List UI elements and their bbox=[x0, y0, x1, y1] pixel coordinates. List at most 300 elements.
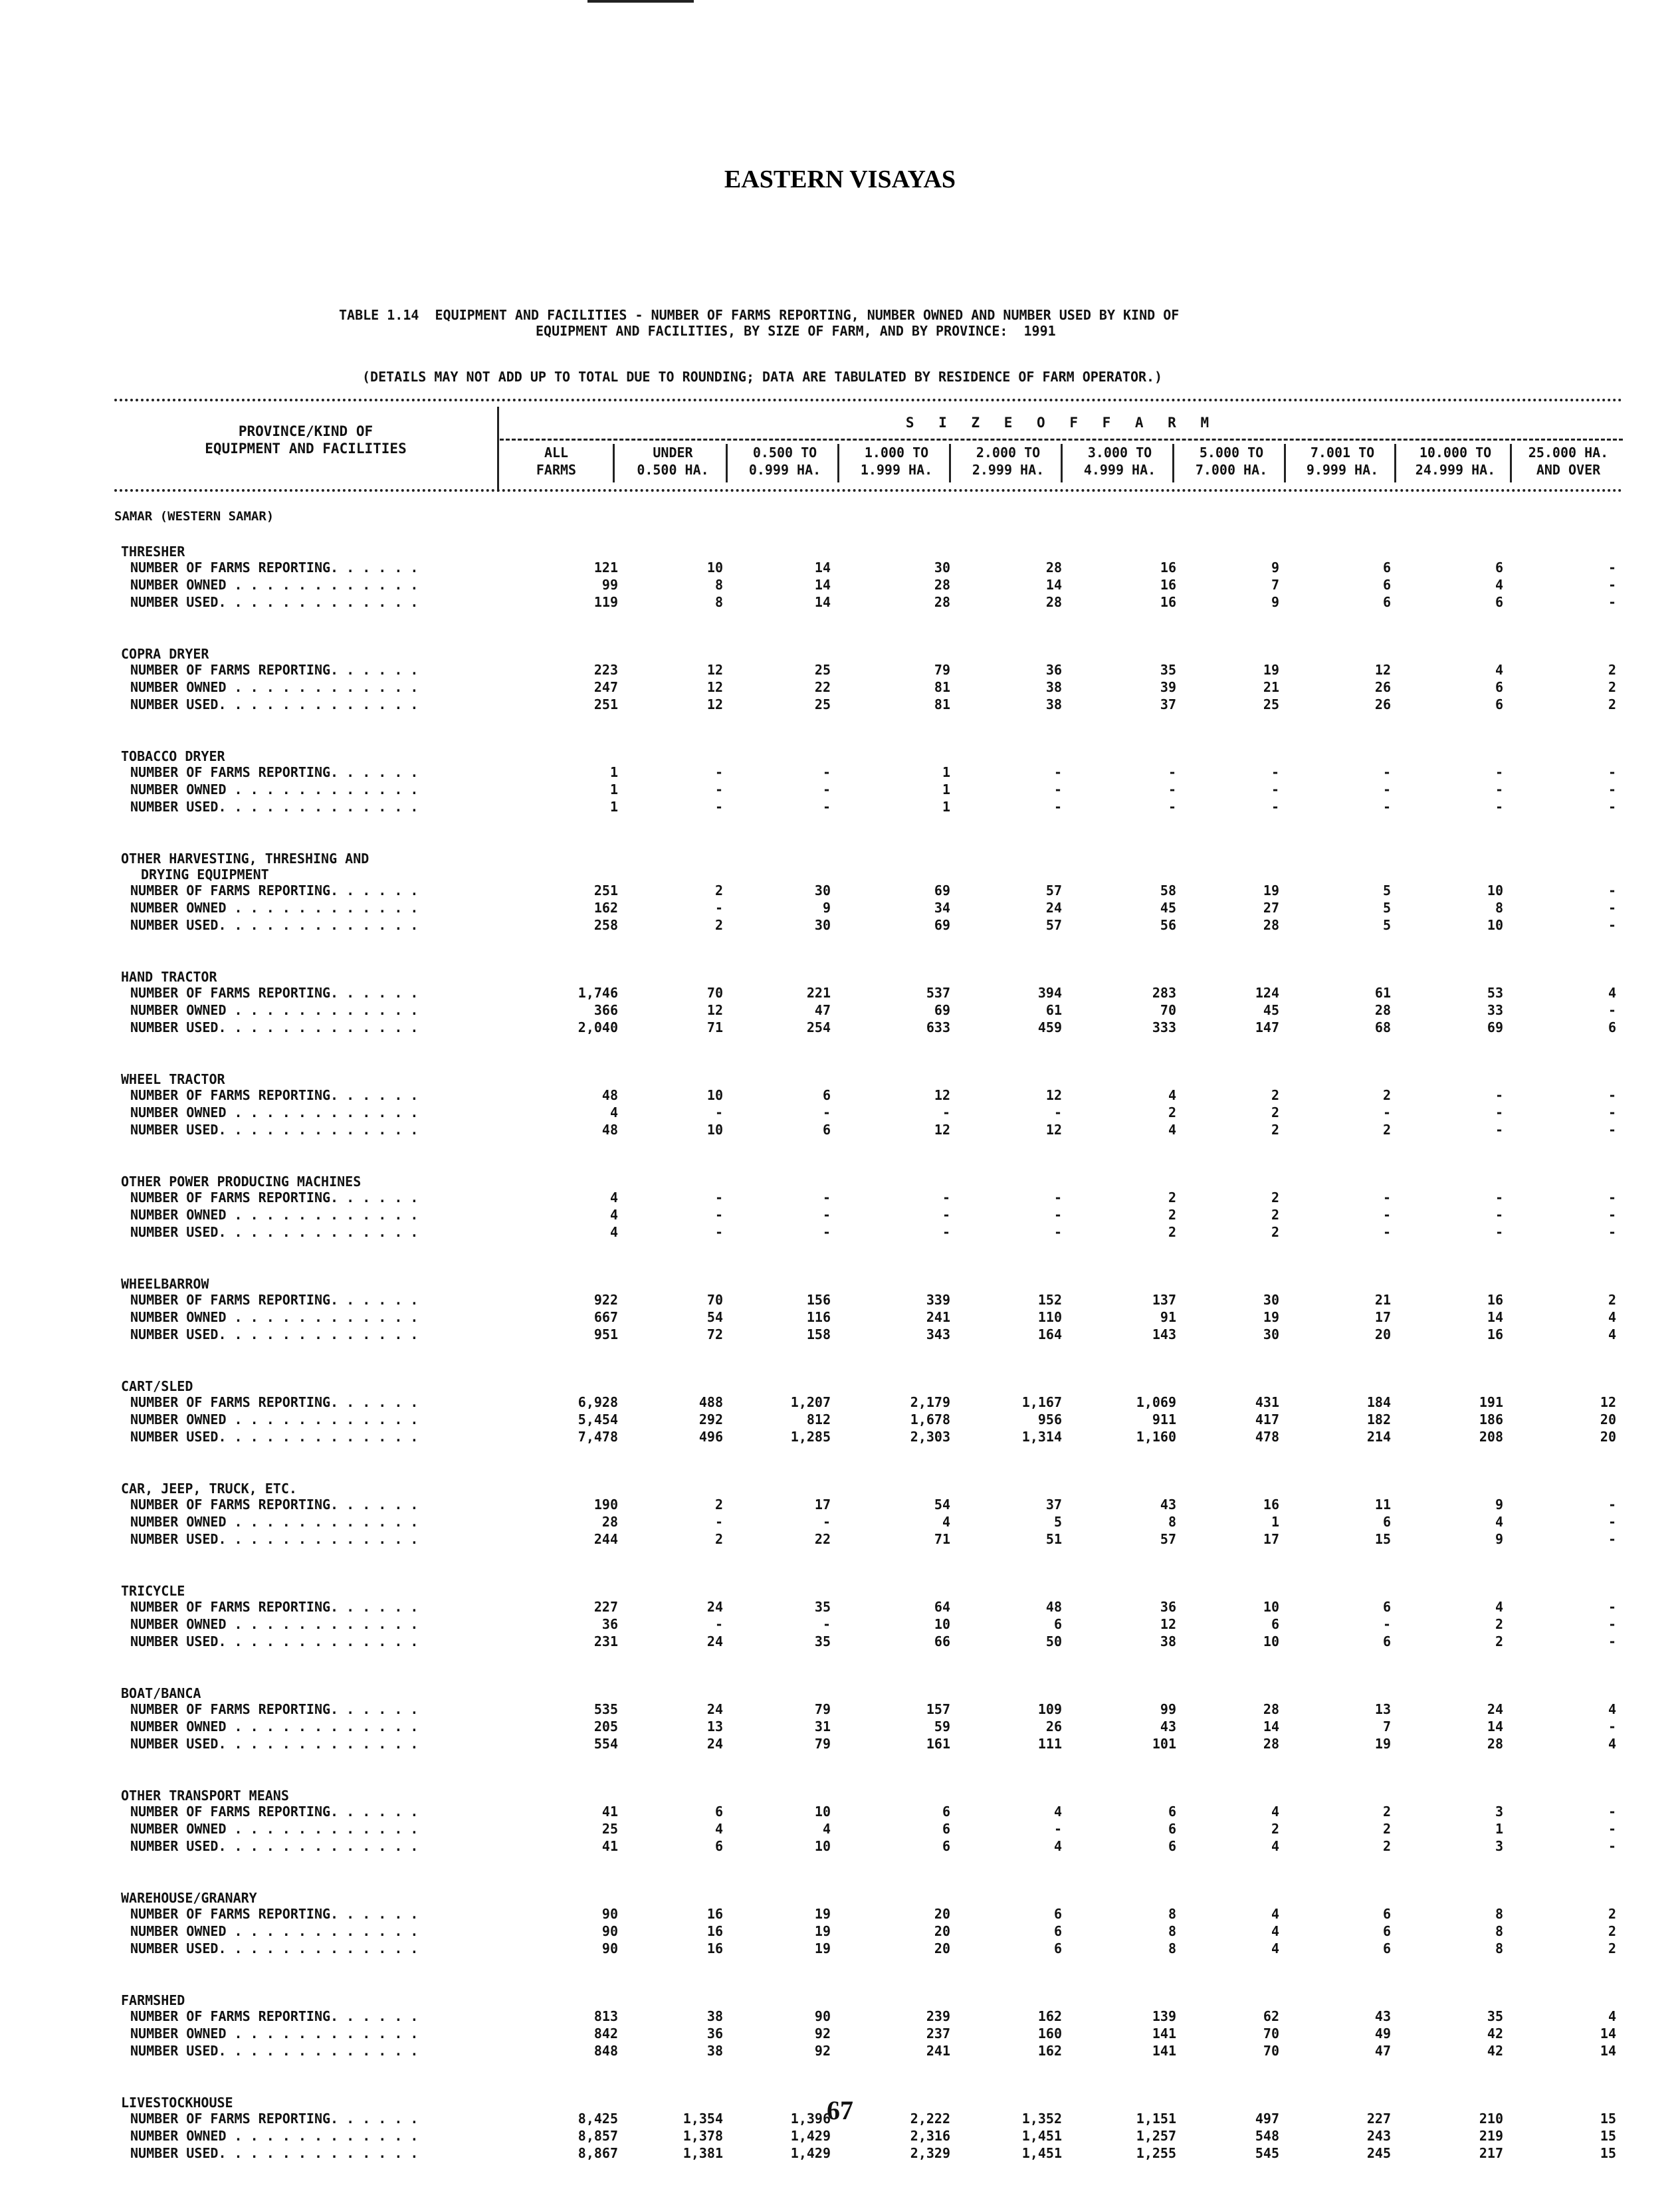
table-row bbox=[0, 1821, 1680, 1838]
table-row bbox=[0, 679, 1680, 696]
table-cell: 6 bbox=[1168, 1804, 1176, 1820]
header-bottom-rule bbox=[114, 489, 1623, 492]
table-cell: 8 bbox=[1495, 1906, 1503, 1922]
table-cell: 10 bbox=[934, 1616, 950, 1632]
table-cell: 339 bbox=[926, 1292, 950, 1308]
table-cell: 217 bbox=[1479, 2145, 1503, 2161]
table-row bbox=[0, 799, 1680, 816]
table-row bbox=[0, 2026, 1680, 2043]
row-label: NUMBER USED. . . . . . . . . . . . . bbox=[130, 594, 419, 610]
table-cell: - bbox=[1495, 799, 1503, 815]
table-cell: 9 bbox=[1271, 594, 1279, 610]
table-row bbox=[0, 1599, 1680, 1616]
table-cell: 4 bbox=[1608, 2008, 1616, 2024]
table-cell: - bbox=[1053, 1207, 1062, 1223]
table-cell: 101 bbox=[1152, 1736, 1176, 1752]
table-cell: 4 bbox=[1168, 1087, 1176, 1103]
table-cell: 92 bbox=[814, 2026, 831, 2041]
table-cell: 254 bbox=[806, 1019, 831, 1035]
table-cell: 1 bbox=[942, 782, 950, 797]
table-cell: 241 bbox=[926, 2043, 950, 2059]
table-cell: - bbox=[714, 782, 723, 797]
table-cell: 61 bbox=[1045, 1002, 1062, 1018]
table-cell: 10 bbox=[814, 1804, 831, 1820]
table-cell: 6 bbox=[1495, 679, 1503, 695]
table-cell: 91 bbox=[1160, 1309, 1176, 1325]
table-cell: 496 bbox=[698, 1429, 723, 1445]
table-cell: 2 bbox=[1608, 1923, 1616, 1939]
equipment-kind bbox=[0, 1685, 1680, 1703]
equipment-kind bbox=[0, 544, 1680, 561]
row-label: NUMBER OWNED . . . . . . . . . . . . bbox=[130, 577, 419, 593]
table-cell: 548 bbox=[1255, 2128, 1279, 2144]
table-cell: - bbox=[1608, 1599, 1616, 1615]
table-cell: 1,167 bbox=[1021, 1394, 1062, 1410]
table-cell: 90 bbox=[601, 1923, 618, 1939]
table-cell: 4 bbox=[609, 1207, 618, 1223]
table-cell: - bbox=[1382, 1616, 1391, 1632]
table-cell: 124 bbox=[1255, 985, 1279, 1001]
table-cell: 30 bbox=[1263, 1292, 1279, 1308]
table-cell: 45 bbox=[1263, 1002, 1279, 1018]
table-cell: 19 bbox=[1263, 662, 1279, 678]
column-separator bbox=[1394, 444, 1396, 482]
table-cell: 12 bbox=[706, 662, 723, 678]
table-cell: 1,285 bbox=[790, 1429, 831, 1445]
row-header bbox=[120, 423, 492, 457]
table-cell: 53 bbox=[1487, 985, 1503, 1001]
table-cell: - bbox=[1608, 1633, 1616, 1649]
table-cell: - bbox=[1053, 1104, 1062, 1120]
column-header bbox=[1066, 444, 1174, 484]
table-cell: 488 bbox=[698, 1394, 723, 1410]
table-cell: 633 bbox=[926, 1019, 950, 1035]
table-cell: 6 bbox=[1382, 1514, 1391, 1530]
table-cell: 1,314 bbox=[1021, 1429, 1062, 1445]
table-row bbox=[0, 1122, 1680, 1139]
row-label: NUMBER OWNED . . . . . . . . . . . . bbox=[130, 1821, 419, 1837]
row-label: NUMBER OWNED . . . . . . . . . . . . bbox=[130, 1104, 419, 1120]
table-cell: 1,255 bbox=[1136, 2145, 1176, 2161]
table-cell: 6 bbox=[942, 1804, 950, 1820]
table-cell: - bbox=[1271, 799, 1279, 815]
table-cell: 366 bbox=[593, 1002, 618, 1018]
table-cell: 497 bbox=[1255, 2111, 1279, 2127]
table-cell: 25 bbox=[601, 1821, 618, 1837]
row-label: NUMBER OWNED . . . . . . . . . . . . bbox=[130, 1207, 419, 1223]
column-separator bbox=[726, 444, 728, 482]
table-cell: 34 bbox=[934, 900, 950, 916]
table-cell: 92 bbox=[814, 2043, 831, 2059]
row-label: NUMBER OF FARMS REPORTING. . . . . . bbox=[130, 985, 419, 1001]
table-cell: 2 bbox=[1608, 1940, 1616, 1956]
table-cell: - bbox=[1053, 1190, 1062, 1205]
table-cell: 8,857 bbox=[578, 2128, 618, 2144]
table-cell: 81 bbox=[934, 679, 950, 695]
table-cell: 6 bbox=[1382, 560, 1391, 575]
table-cell: 35 bbox=[814, 1633, 831, 1649]
table-cell: 54 bbox=[706, 1309, 723, 1325]
table-cell: 39 bbox=[1160, 679, 1176, 695]
column-header-line-2: 9.999 HA. bbox=[1306, 462, 1379, 478]
table-row bbox=[0, 1224, 1680, 1241]
table-cell: 2 bbox=[1608, 1292, 1616, 1308]
table-cell: 16 bbox=[706, 1923, 723, 1939]
table-cell: 8 bbox=[714, 577, 723, 593]
caption-line-2: EQUIPMENT AND FACILITIES, BY SIZE OF FARM, AND BY PROVINCE: 1991 bbox=[536, 323, 1056, 339]
table-cell: 38 bbox=[706, 2043, 723, 2059]
equipment-kind bbox=[0, 1071, 1680, 1089]
table-cell: 8 bbox=[714, 594, 723, 610]
table-cell: 6 bbox=[1382, 1940, 1391, 1956]
table-row bbox=[0, 2008, 1680, 2026]
table-cell: 10 bbox=[706, 560, 723, 575]
column-separator bbox=[949, 444, 951, 482]
row-label: NUMBER USED. . . . . . . . . . . . . bbox=[130, 1633, 419, 1649]
table-cell: 2 bbox=[714, 1531, 723, 1547]
row-label: NUMBER USED. . . . . . . . . . . . . bbox=[130, 1019, 419, 1035]
table-cell: 9 bbox=[1495, 1497, 1503, 1513]
table-cell: 6 bbox=[1053, 1906, 1062, 1922]
table-cell: 2,316 bbox=[910, 2128, 950, 2144]
table-cell: 1 bbox=[942, 764, 950, 780]
table-cell: 25 bbox=[814, 696, 831, 712]
table-cell: - bbox=[942, 1104, 950, 1120]
table-cell: 28 bbox=[1263, 917, 1279, 933]
table-cell: 2 bbox=[1495, 1616, 1503, 1632]
table-cell: 16 bbox=[1487, 1292, 1503, 1308]
table-cell: 5 bbox=[1382, 900, 1391, 916]
row-label: NUMBER OWNED . . . . . . . . . . . . bbox=[130, 2128, 419, 2144]
table-cell: 12 bbox=[1045, 1087, 1062, 1103]
table-cell: 48 bbox=[601, 1122, 618, 1138]
table-cell: 71 bbox=[706, 1019, 723, 1035]
table-row bbox=[0, 696, 1680, 714]
row-label: NUMBER OF FARMS REPORTING. . . . . . bbox=[130, 1394, 419, 1410]
column-header-line-1: 7.001 TO bbox=[1310, 445, 1375, 461]
column-separator bbox=[613, 444, 615, 482]
table-cell: 2 bbox=[1495, 1633, 1503, 1649]
equipment-kind bbox=[0, 1788, 1680, 1805]
table-cell: 4 bbox=[1495, 1514, 1503, 1530]
table-cell: 813 bbox=[593, 2008, 618, 2024]
table-cell: - bbox=[1495, 764, 1503, 780]
table-cell: 109 bbox=[1037, 1701, 1062, 1717]
table-cell: 2 bbox=[1382, 1838, 1391, 1854]
table-row bbox=[0, 1701, 1680, 1719]
table-cell: 13 bbox=[1374, 1701, 1391, 1717]
equipment-kind-label: TRICYCLE bbox=[121, 1583, 185, 1599]
table-cell: 2 bbox=[1271, 1122, 1279, 1138]
table-cell: - bbox=[1495, 782, 1503, 797]
table-cell: - bbox=[1608, 1531, 1616, 1547]
table-cell: 812 bbox=[806, 1411, 831, 1427]
table-row bbox=[0, 1411, 1680, 1429]
table-cell: 9 bbox=[1495, 1531, 1503, 1547]
table-cell: 6 bbox=[714, 1804, 723, 1820]
table-cell: 4 bbox=[609, 1190, 618, 1205]
size-of-farm-header: S I Z E O F F A R M bbox=[905, 415, 1217, 431]
table-cell: - bbox=[1608, 917, 1616, 933]
row-label: NUMBER OWNED . . . . . . . . . . . . bbox=[130, 900, 419, 916]
table-row bbox=[0, 1719, 1680, 1736]
table-cell: 8 bbox=[1495, 900, 1503, 916]
table-cell: 57 bbox=[1045, 883, 1062, 898]
row-header-line-1: PROVINCE/KIND OF bbox=[238, 423, 373, 439]
table-cell: 7,478 bbox=[578, 1429, 618, 1445]
table-cell: 99 bbox=[601, 577, 618, 593]
equipment-kind-label: WHEEL TRACTOR bbox=[121, 1071, 225, 1087]
table-cell: 41 bbox=[601, 1838, 618, 1854]
table-cell: 4 bbox=[1608, 985, 1616, 1001]
table-cell: 4 bbox=[1271, 1838, 1279, 1854]
table-cell: 4 bbox=[1271, 1804, 1279, 1820]
column-header-line-2: FARMS bbox=[536, 462, 577, 478]
table-cell: 4 bbox=[1608, 1309, 1616, 1325]
table-cell: 4 bbox=[822, 1821, 831, 1837]
column-header bbox=[1400, 444, 1511, 484]
equipment-kind bbox=[0, 1378, 1680, 1396]
table-cell: - bbox=[822, 782, 831, 797]
table-cell: 24 bbox=[706, 1633, 723, 1649]
table-cell: - bbox=[1608, 782, 1616, 797]
table-cell: - bbox=[714, 1104, 723, 1120]
table-cell: 21 bbox=[1374, 1292, 1391, 1308]
row-label: NUMBER USED. . . . . . . . . . . . . bbox=[130, 917, 419, 933]
table-cell: - bbox=[1053, 782, 1062, 797]
table-cell: 42 bbox=[1487, 2026, 1503, 2041]
table-cell: 68 bbox=[1374, 1019, 1391, 1035]
table-cell: 10 bbox=[1263, 1633, 1279, 1649]
table-cell: - bbox=[822, 799, 831, 815]
table-cell: 2 bbox=[1271, 1207, 1279, 1223]
row-label: NUMBER USED. . . . . . . . . . . . . bbox=[130, 1736, 419, 1752]
table-cell: 90 bbox=[601, 1906, 618, 1922]
table-cell: 9 bbox=[822, 900, 831, 916]
table-cell: 4 bbox=[1495, 1599, 1503, 1615]
table-cell: - bbox=[714, 1224, 723, 1240]
table-row bbox=[0, 1309, 1680, 1326]
table-cell: 239 bbox=[926, 2008, 950, 2024]
table-cell: 14 bbox=[1600, 2026, 1616, 2041]
table-cell: 5,454 bbox=[578, 1411, 618, 1427]
table-cell: 12 bbox=[1374, 662, 1391, 678]
table-cell: 14 bbox=[814, 560, 831, 575]
column-header-line-1: UNDER bbox=[653, 445, 693, 461]
table-cell: 14 bbox=[1045, 577, 1062, 593]
table-cell: 17 bbox=[1374, 1309, 1391, 1325]
column-header-line-1: 25.000 HA. bbox=[1528, 445, 1609, 461]
table-cell: 56 bbox=[1160, 917, 1176, 933]
table-cell: 119 bbox=[593, 594, 618, 610]
table-row bbox=[0, 1190, 1680, 1207]
column-separator bbox=[1172, 444, 1174, 482]
table-cell: - bbox=[714, 1616, 723, 1632]
column-header-line-2: 7.000 HA. bbox=[1195, 462, 1268, 478]
table-cell: - bbox=[1608, 1087, 1616, 1103]
table-cell: 16 bbox=[1263, 1497, 1279, 1513]
table-cell: 19 bbox=[1263, 1309, 1279, 1325]
table-cell: 141 bbox=[1152, 2043, 1176, 2059]
table-cell: - bbox=[822, 1224, 831, 1240]
table-row bbox=[0, 577, 1680, 594]
table-cell: 1 bbox=[609, 799, 618, 815]
table-cell: 8 bbox=[1168, 1514, 1176, 1530]
table-cell: - bbox=[714, 764, 723, 780]
table-cell: 11 bbox=[1374, 1497, 1391, 1513]
table-cell: 2 bbox=[1382, 1804, 1391, 1820]
table-cell: - bbox=[822, 1207, 831, 1223]
table-cell: 17 bbox=[814, 1497, 831, 1513]
table-cell: 1,451 bbox=[1021, 2145, 1062, 2161]
table-cell: - bbox=[1608, 1719, 1616, 1734]
table-cell: 6 bbox=[1053, 1616, 1062, 1632]
table-cell: - bbox=[1608, 900, 1616, 916]
table-cell: 50 bbox=[1045, 1633, 1062, 1649]
table-row bbox=[0, 1633, 1680, 1651]
row-label: NUMBER OF FARMS REPORTING. . . . . . bbox=[130, 1292, 419, 1308]
table-cell: - bbox=[1495, 1104, 1503, 1120]
table-cell: - bbox=[942, 1190, 950, 1205]
row-label: NUMBER OWNED . . . . . . . . . . . . bbox=[130, 1923, 419, 1939]
table-cell: 28 bbox=[1374, 1002, 1391, 1018]
table-cell: 15 bbox=[1600, 2145, 1616, 2161]
table-cell: 156 bbox=[806, 1292, 831, 1308]
row-label: NUMBER OF FARMS REPORTING. . . . . . bbox=[130, 662, 419, 678]
equipment-kind bbox=[0, 748, 1680, 766]
table-cell: 162 bbox=[593, 900, 618, 916]
table-cell: 6 bbox=[1495, 560, 1503, 575]
equipment-kind-label: TOBACCO DRYER bbox=[121, 748, 225, 764]
table-cell: 21 bbox=[1263, 679, 1279, 695]
table-cell: 14 bbox=[814, 577, 831, 593]
table-cell: 237 bbox=[926, 2026, 950, 2041]
equipment-kind-label: CAR, JEEP, TRUCK, ETC. bbox=[121, 1481, 297, 1497]
table-cell: 1,352 bbox=[1021, 2111, 1062, 2127]
table-cell: - bbox=[1382, 782, 1391, 797]
table-cell: 5 bbox=[1382, 917, 1391, 933]
table-cell: 111 bbox=[1037, 1736, 1062, 1752]
table-row bbox=[0, 782, 1680, 799]
table-cell: 1,429 bbox=[790, 2128, 831, 2144]
table-cell: 20 bbox=[1600, 1429, 1616, 1445]
equipment-kind-label: WHEELBARROW bbox=[121, 1276, 209, 1292]
table-cell: - bbox=[1168, 799, 1176, 815]
table-cell: - bbox=[714, 799, 723, 815]
table-cell: 251 bbox=[593, 883, 618, 898]
table-cell: 258 bbox=[593, 917, 618, 933]
equipment-kind bbox=[0, 1890, 1680, 1907]
table-cell: 79 bbox=[814, 1736, 831, 1752]
table-cell: 28 bbox=[934, 577, 950, 593]
row-label: NUMBER USED. . . . . . . . . . . . . bbox=[130, 1326, 419, 1342]
equipment-kind bbox=[0, 646, 1680, 663]
table-row bbox=[0, 1497, 1680, 1514]
table-cell: - bbox=[1608, 1497, 1616, 1513]
table-cell: 245 bbox=[1366, 2145, 1391, 2161]
table-cell: 17 bbox=[1263, 1531, 1279, 1547]
column-header bbox=[731, 444, 839, 484]
row-label: NUMBER OF FARMS REPORTING. . . . . . bbox=[130, 1906, 419, 1922]
table-cell: - bbox=[1608, 1804, 1616, 1820]
table-cell: 137 bbox=[1152, 1292, 1176, 1308]
table-row bbox=[0, 985, 1680, 1002]
table-cell: 2 bbox=[1608, 679, 1616, 695]
table-cell: 99 bbox=[1160, 1701, 1176, 1717]
province-name: SAMAR (WESTERN SAMAR) bbox=[114, 509, 274, 524]
column-header bbox=[1289, 444, 1396, 484]
table-cell: 1,257 bbox=[1136, 2128, 1176, 2144]
table-cell: 7 bbox=[1382, 1719, 1391, 1734]
table-cell: 61 bbox=[1374, 985, 1391, 1001]
table-cell: 4 bbox=[1608, 1326, 1616, 1342]
table-cell: 537 bbox=[926, 985, 950, 1001]
table-cell: 35 bbox=[814, 1599, 831, 1615]
table-cell: 1 bbox=[1271, 1514, 1279, 1530]
table-cell: 38 bbox=[1045, 679, 1062, 695]
table-cell: 49 bbox=[1374, 2026, 1391, 2041]
table-cell: 26 bbox=[1045, 1719, 1062, 1734]
table-cell: 1,429 bbox=[790, 2145, 831, 2161]
table-cell: 8,867 bbox=[578, 2145, 618, 2161]
column-header-line-1: 0.500 TO bbox=[752, 445, 817, 461]
column-header-line-2: 1.999 HA. bbox=[860, 462, 933, 478]
table-cell: 20 bbox=[934, 1940, 950, 1956]
table-cell: 431 bbox=[1255, 1394, 1279, 1410]
table-cell: - bbox=[1495, 1224, 1503, 1240]
table-cell: 956 bbox=[1037, 1411, 1062, 1427]
table-cell: 911 bbox=[1152, 1411, 1176, 1427]
table-cell: 12 bbox=[1600, 1394, 1616, 1410]
table-cell: 37 bbox=[1045, 1497, 1062, 1513]
table-cell: - bbox=[1608, 799, 1616, 815]
table-row bbox=[0, 1838, 1680, 1855]
table-cell: 157 bbox=[926, 1701, 950, 1717]
table-cell: 25 bbox=[814, 662, 831, 678]
row-label: NUMBER USED. . . . . . . . . . . . . bbox=[130, 2043, 419, 2059]
table-cell: 343 bbox=[926, 1326, 950, 1342]
table-cell: 14 bbox=[814, 594, 831, 610]
table-cell: 3 bbox=[1495, 1804, 1503, 1820]
table-cell: 545 bbox=[1255, 2145, 1279, 2161]
table-row bbox=[0, 594, 1680, 611]
table-cell: 6 bbox=[714, 1838, 723, 1854]
table-cell: 1,354 bbox=[682, 2111, 723, 2127]
table-cell: 12 bbox=[706, 1002, 723, 1018]
table-cell: 27 bbox=[1263, 900, 1279, 916]
table-cell: 25 bbox=[1263, 696, 1279, 712]
column-header-line-2: 4.999 HA. bbox=[1083, 462, 1156, 478]
table-cell: 6 bbox=[1053, 1923, 1062, 1939]
header-divider bbox=[497, 407, 499, 492]
table-cell: 186 bbox=[1479, 1411, 1503, 1427]
table-row bbox=[0, 1804, 1680, 1821]
table-cell: 241 bbox=[926, 1309, 950, 1325]
table-cell: 38 bbox=[706, 2008, 723, 2024]
equipment-kind bbox=[0, 1583, 1680, 1600]
row-label: NUMBER OWNED . . . . . . . . . . . . bbox=[130, 1616, 419, 1632]
equipment-kind-label: LIVESTOCKHOUSE bbox=[121, 2095, 233, 2111]
table-cell: 47 bbox=[814, 1002, 831, 1018]
table-cell: 214 bbox=[1366, 1429, 1391, 1445]
row-label: NUMBER OF FARMS REPORTING. . . . . . bbox=[130, 1087, 419, 1103]
table-cell: 14 bbox=[1263, 1719, 1279, 1734]
table-cell: 19 bbox=[814, 1923, 831, 1939]
table-cell: 1,678 bbox=[910, 1411, 950, 1427]
table-cell: 28 bbox=[1045, 560, 1062, 575]
equipment-kind-label: HAND TRACTOR bbox=[121, 969, 217, 985]
table-cell: 164 bbox=[1037, 1326, 1062, 1342]
